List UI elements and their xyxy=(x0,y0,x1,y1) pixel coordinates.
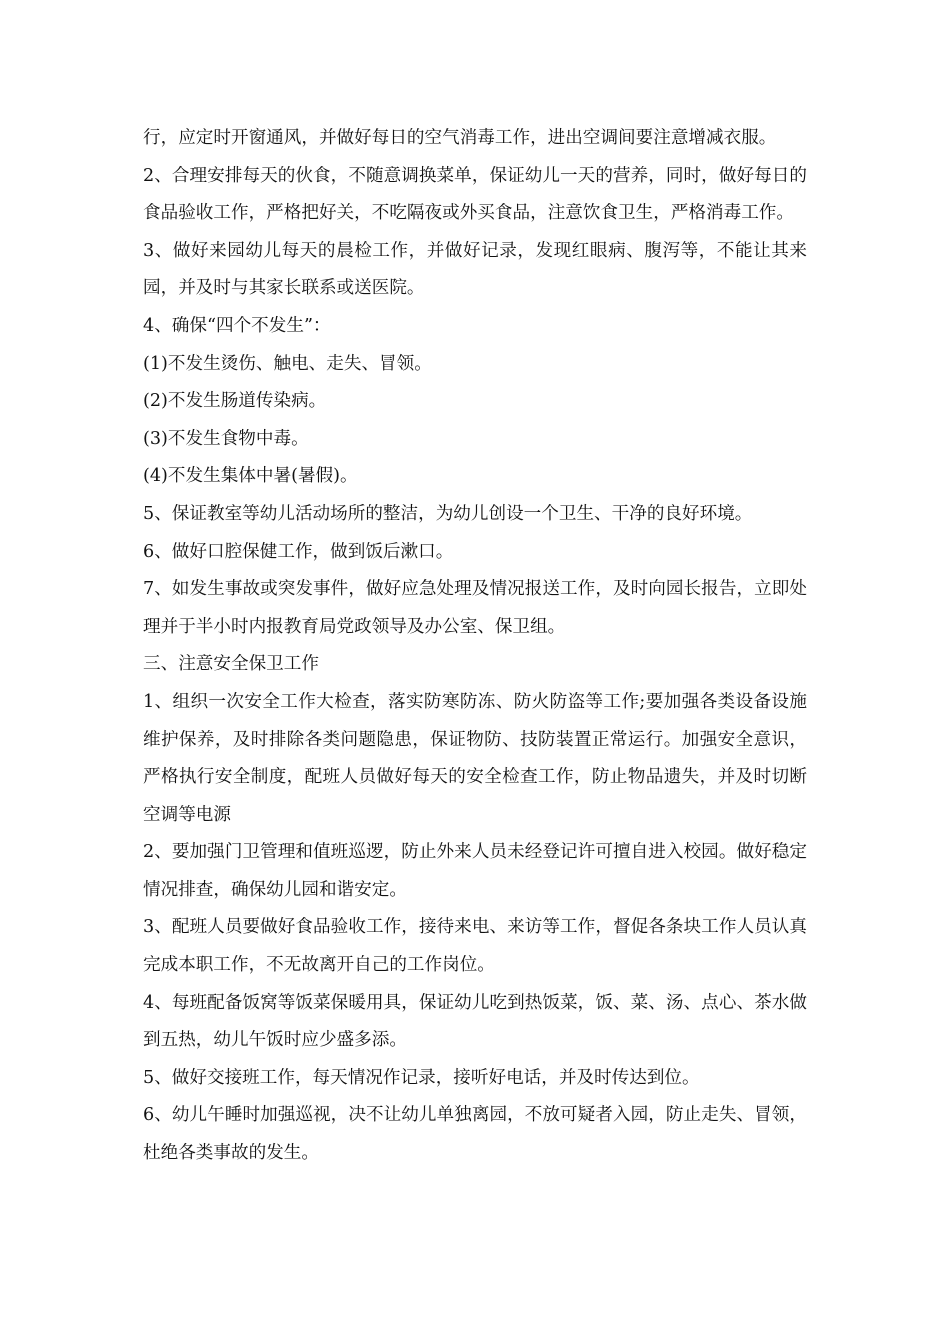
document-body xyxy=(143,120,807,1173)
paragraph-food-acceptance: 3、配班人员要做好食品验收工作，接待来电、来访等工作，督促各条块工作人员认真完成本职工作，不无故离开自己的工作岗位。 xyxy=(143,917,807,976)
paragraph-emergency: 7、如发生事故或突发事件，做好应急处理及情况报送工作，及时向园长报告，立即处理并于半小时内报教育局党政领导及办公室、保卫组。 xyxy=(143,579,807,637)
paragraph-four-nots-2: (2)不发生肠道传染病。 xyxy=(143,391,327,412)
paragraph-meals: 2、合理安排每天的伙食，不随意调换菜单，保证幼儿一天的营养，同时，做好每日的食品验收工作，严格把好关，不吃隔夜或外买食品，注意饮食卫生，严格消毒工作。 xyxy=(143,165,807,224)
paragraph-four-nots-3: (3)不发生食物中毒。 xyxy=(143,428,309,449)
section-heading-security: 三、注意安全保卫工作 xyxy=(143,654,319,675)
paragraph-morning-check: 3、做好来园幼儿每天的晨检工作，并做好记录，发现红眼病、腹泻等，不能让其来园，并及时与其家长联系或送医院。 xyxy=(143,240,807,299)
paragraph-four-nots-1: (1)不发生烫伤、触电、走失、冒领。 xyxy=(143,353,432,374)
paragraph-classroom-clean: 5、保证教室等幼儿活动场所的整洁，为幼儿创设一个卫生、干净的良好环境。 xyxy=(143,503,753,524)
paragraph-warm-meals: 4、每班配备饭窝等饭菜保暖用具，保证幼儿吃到热饭菜，饭、菜、汤、点心、茶水做到五热，幼儿午饭时应少盛多添。 xyxy=(143,992,807,1051)
paragraph-safety-inspection: 1、组织一次安全工作大检查，落实防寒防冻、防火防盗等工作;要加强各类设备设施维护保养，及时排除各类问题隐患，保证物防、技防装置正常运行。加强安全意识，严格执行安全制度，配班人员做好每天的安全检查工作，防止物品遗失，并及时切断空调等电源 xyxy=(143,691,807,825)
paragraph-four-nots-heading: 4、确保“四个不发生”： xyxy=(143,315,331,336)
paragraph-oral-care: 6、做好口腔保健工作，做到饭后漱口。 xyxy=(143,541,454,562)
paragraph-ventilation: 行，应定时开窗通风，并做好每日的空气消毒工作，进出空调间要注意增减衣服。 xyxy=(143,128,777,148)
paragraph-four-nots-4: (4)不发生集体中暑(暑假)。 xyxy=(143,466,358,487)
paragraph-gate-patrol: 2、要加强门卫管理和值班巡逻，防止外来人员未经登记许可擅自进入校园。做好稳定情况排查，确保幼儿园和谐安定。 xyxy=(143,842,807,900)
paragraph-shift-handover: 5、做好交接班工作，每天情况作记录，接听好电话，并及时传达到位。 xyxy=(143,1067,700,1088)
paragraph-nap-patrol: 6、幼儿午睡时加强巡视，决不让幼儿单独离园，不放可疑者入园，防止走失、冒领，杜绝各类事故的发生。 xyxy=(143,1105,807,1164)
